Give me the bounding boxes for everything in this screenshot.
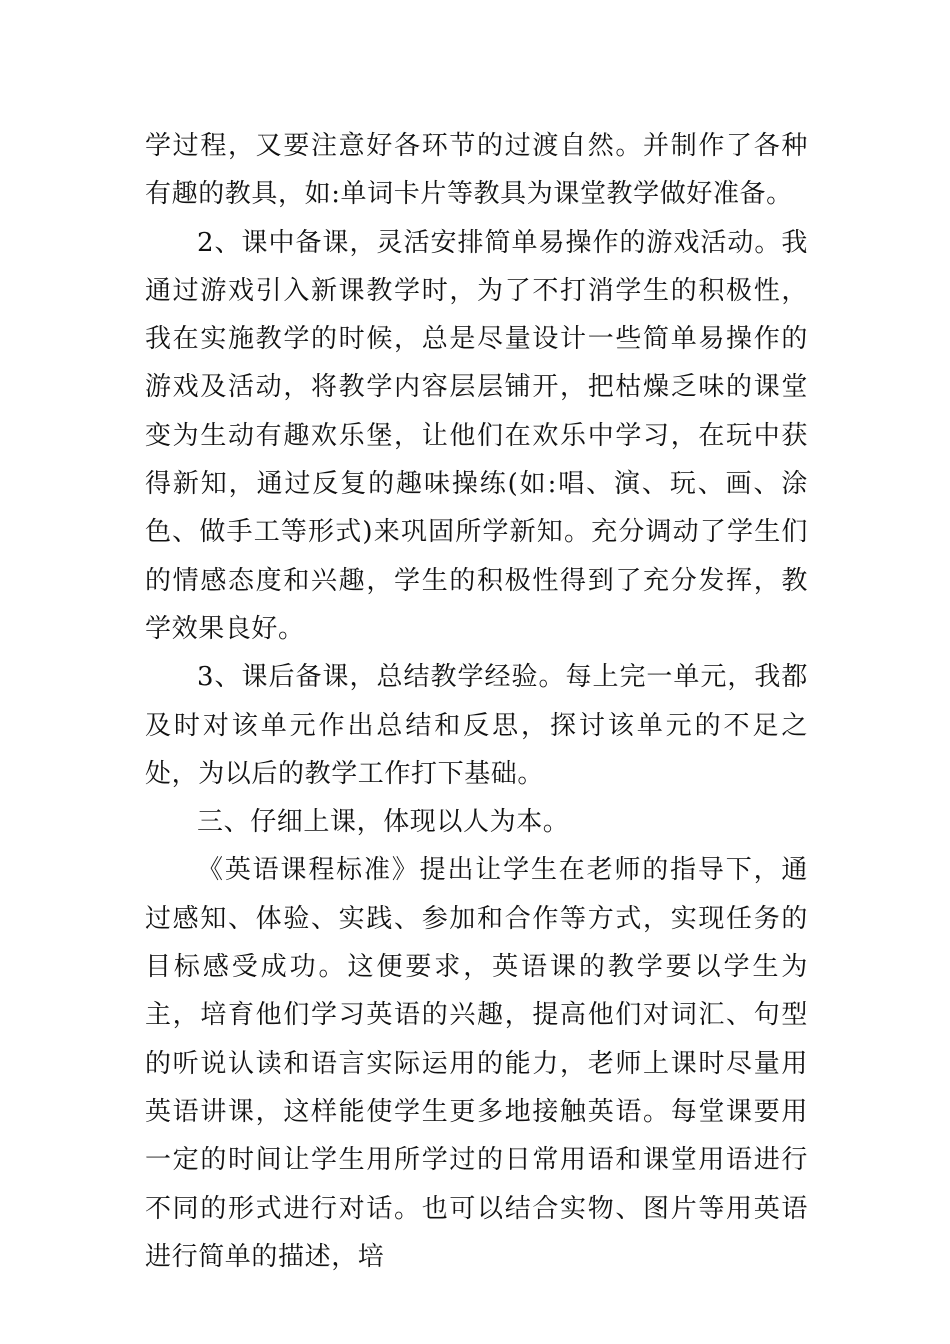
section-heading-careful-teaching: 三、仔细上课，体现以人为本。 [197,807,570,838]
paragraph-curriculum-standard: 《英语课程标准》提出让学生在老师的指导下，通过感知、体验、实践、参加和合作等方式，实现任务的目标感受成功。这便要求，英语课的教学要以学生为主，培育他们学习英语的兴趣，提高他们对词汇、句型的听说认读和语言实际运用的能力，老师上课时尽量用英语讲课，这样能使学生更多地接触英语。每堂课要用一定的时间让学生用所学过的日常用语和课堂用语进行不同的形式进行对话。也可以结合实物、图片等用英语进行简单的描述，培 [145,855,808,1272]
paragraph-in-class-preparation: 2、课中备课，灵活安排简单易操作的游戏活动。我通过游戏引入新课教学时，为了不打消学生的积极性，我在实施教学的时候，总是尽量设计一些简单易操作的游戏及活动，将教学内容层层铺开，把枯燥乏味的课堂变为生动有趣欢乐堡，让他们在欢乐中学习，在玩中获得新知，通过反复的趣味操练(如:唱、演、玩、画、涂色、做手工等形式)来巩固所学新知。充分调动了学生们的情感态度和兴趣，学生的积极性得到了充分发挥，教学效果良好。 [145,227,808,644]
paragraph-continuation: 学过程，又要注意好各环节的过渡自然。并制作了各种有趣的教具，如:单词卡片等教具为课堂教学做好准备。 [145,131,808,210]
paragraph-after-class-preparation: 3、课后备课，总结教学经验。每上完一单元，我都及时对该单元作出总结和反思，探讨该单元的不足之处，为以后的教学工作打下基础。 [145,662,808,789]
document-body [145,122,808,1281]
